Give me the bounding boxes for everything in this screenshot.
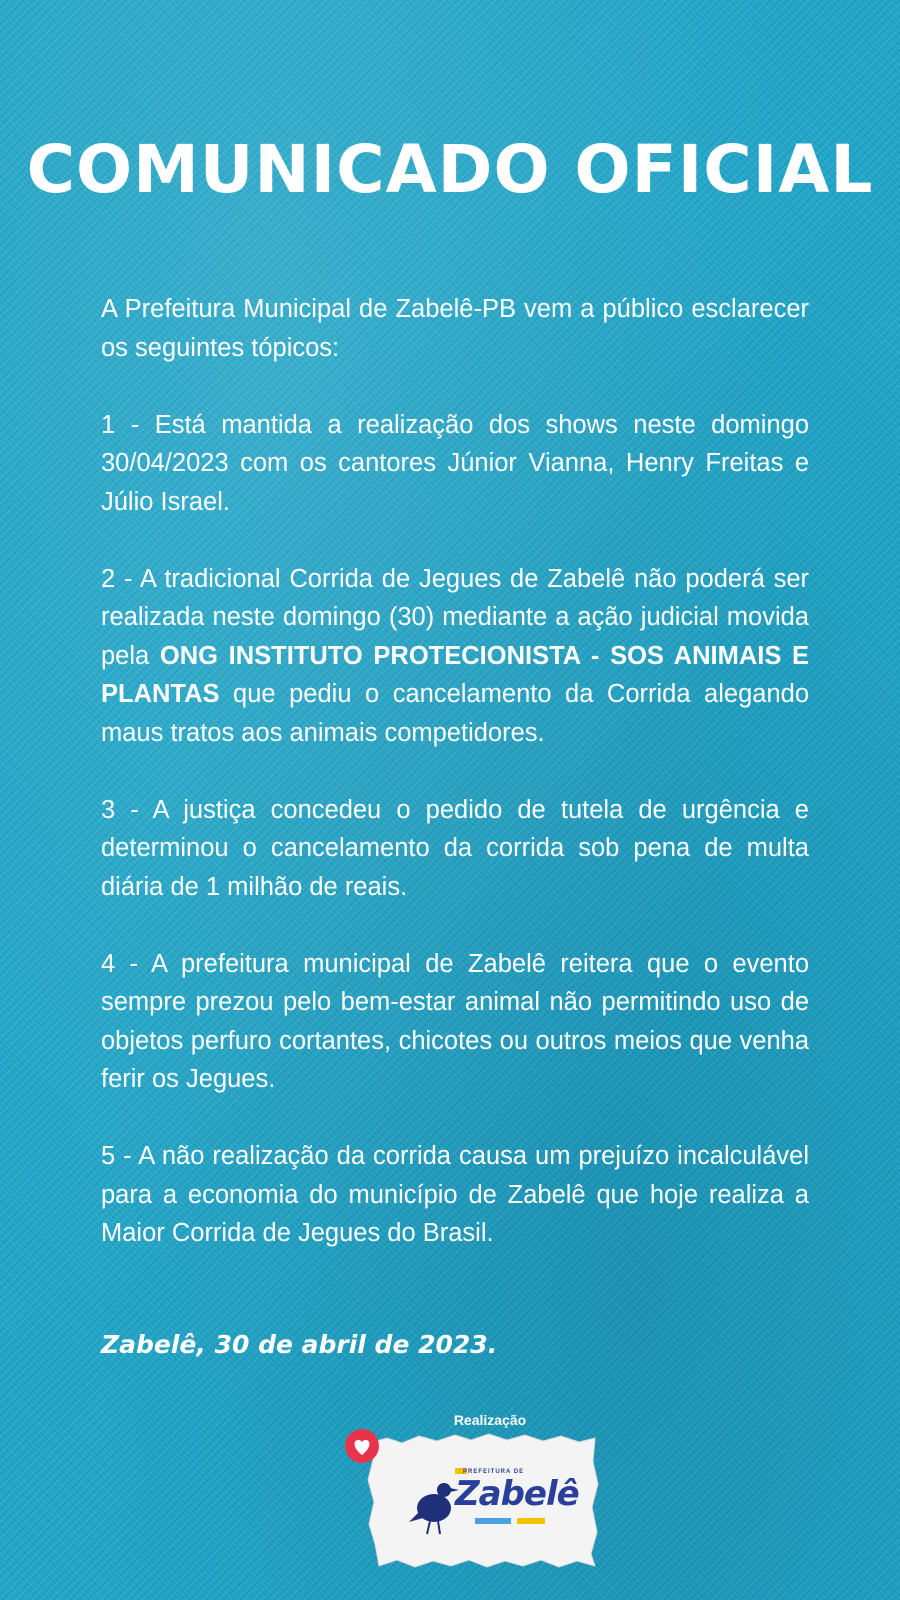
- logo-subtext: PREFEITURA DE: [463, 1469, 525, 1475]
- signature-date: Zabelê, 30 de abril de 2023.: [101, 1330, 498, 1359]
- heart-icon: [343, 1427, 381, 1465]
- item-4: 4 - A prefeitura municipal de Zabelê reitera que o evento sempre prezou pelo bem-estar animal não permitindo uso de objetos perfuro cortantes, chicotes ou outros meios que venha ferir os Jegues.: [101, 949, 809, 1093]
- item-2-ong-name: ONG INSTITUTO PROTECIONISTA - SOS ANIMAIS E PLANTAS: [101, 641, 809, 708]
- intro-paragraph: A Prefeitura Municipal de Zabelê-PB vem a público esclarecer os seguintes tópicos:: [101, 295, 809, 362]
- logo-wordmark: Zabelê: [455, 1474, 579, 1514]
- item-2: [101, 560, 809, 753]
- announcement-body: [101, 290, 809, 1291]
- item-2-after: que pediu o cancelamento da Corrida alegando maus tratos aos animais competidores.: [101, 680, 809, 747]
- item-2-before: 2 - A tradicional Corrida de Jegues de Zabelê não poderá ser realizada neste domingo (30) mediante a ação judicial movida pela: [101, 564, 809, 670]
- item-3: 3 - A justiça concedeu o pedido de tutela de urgência e determinou o cancelamento da corrida sob pena de multa diária de 1 milhão de reais.: [101, 795, 809, 901]
- page-title: COMUNICADO OFICIAL: [26, 131, 874, 208]
- credit-label: Realização: [453, 1412, 527, 1428]
- prefeitura-logo-card: [367, 1432, 602, 1572]
- item-1: 1 - Está mantida a realização dos shows neste domingo 30/04/2023 com os cantores Júnior Vianna, Henry Freitas e Júlio Israel.: [101, 410, 809, 516]
- item-5: 5 - A não realização da corrida causa um prejuízo incalculável para a economia do município de Zabelê que hoje realiza a Maior Corrida de Jegues do Brasil.: [101, 1142, 809, 1247]
